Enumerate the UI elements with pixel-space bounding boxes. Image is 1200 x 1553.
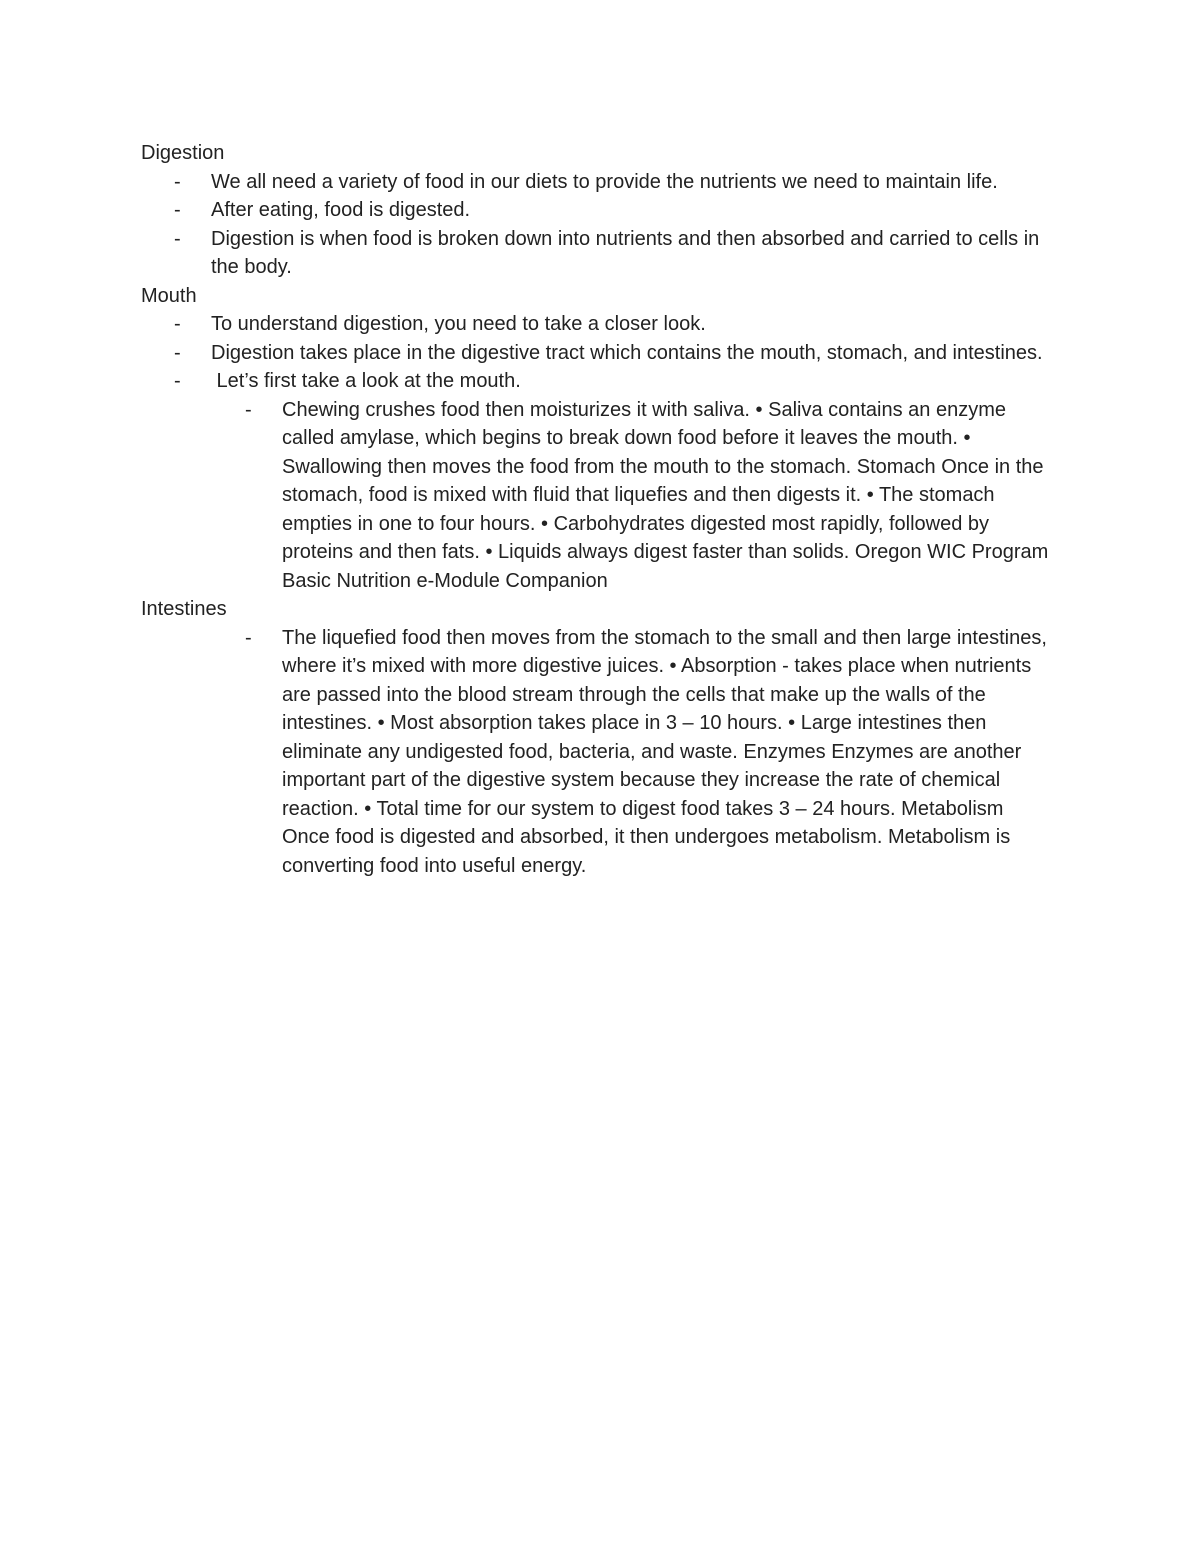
section-heading-digestion: Digestion <box>141 142 225 164</box>
sublist-item <box>212 624 1052 881</box>
dash-marker: - <box>174 199 181 221</box>
section-heading-intestines: Intestines <box>141 598 227 620</box>
list-item <box>141 196 1051 225</box>
sublist-item-text: The liquefied food then moves from the stomach to the small and then large intestines, where it’s mixed with more digestive juices. • Absorption - takes place when nutrients are passed into the blood stream through the cells that make up the walls of the intestines. • Most absorption takes place in 3 – 10 hours. • Large intestines then eliminate any undigested food, bacteria, and waste. Enzymes Enzymes are another important part of the digestive system because they increase the rate of chemical reaction. • Total time for our system to digest food takes 3 – 24 hours. Metabolism Once food is digested and absorbed, it then undergoes metabolism. Metabolism is converting food into useful energy. <box>282 626 1047 877</box>
dash-marker: - <box>174 313 181 335</box>
sublist-item <box>212 396 1052 596</box>
mouth-sublist <box>212 396 1061 596</box>
dash-marker: - <box>245 626 252 649</box>
list-item-text: We all need a variety of food in our diets to provide the nutrients we need to maintain life. <box>211 170 998 193</box>
dash-marker: - <box>245 398 252 421</box>
list-item <box>141 225 1051 282</box>
list-item-text: After eating, food is digested. <box>211 199 471 221</box>
mouth-list <box>141 310 1061 396</box>
list-item-text: Digestion takes place in the digestive tract which contains the mouth, stomach, and intestines. <box>211 341 1043 364</box>
list-item <box>141 367 1051 396</box>
dash-marker: - <box>174 370 181 392</box>
dash-marker: - <box>174 341 181 364</box>
list-item <box>141 310 1051 339</box>
list-item-text: Digestion is when food is broken down into nutrients and then absorbed and carried to cells in the body. <box>211 227 1040 278</box>
dash-marker: - <box>174 170 181 193</box>
dash-marker: - <box>174 227 181 250</box>
list-item-text: To understand digestion, you need to take a closer look. <box>211 313 706 335</box>
list-item <box>141 339 1051 368</box>
intestines-sublist <box>212 624 1061 881</box>
sublist-item-text: Chewing crushes food then moisturizes it with saliva. • Saliva contains an enzyme called amylase, which begins to break down food before it leaves the mouth. • Swallowing then moves the food from the mouth to the stomach. Stomach Once in the stomach, food is mixed with fluid that liquefies and then digests it. • The stomach empties in one to four hours. • Carbohydrates digested most rapidly, followed by proteins and then fats. • Liquids always digest faster than solids. Oregon WIC Program Basic Nutrition e-Module Companion <box>282 398 1049 592</box>
document-body <box>141 139 1061 880</box>
section-heading-mouth: Mouth <box>141 284 197 307</box>
digestion-list <box>141 168 1061 282</box>
list-item-text: Let’s first take a look at the mouth. <box>211 370 521 392</box>
list-item <box>141 168 1051 197</box>
